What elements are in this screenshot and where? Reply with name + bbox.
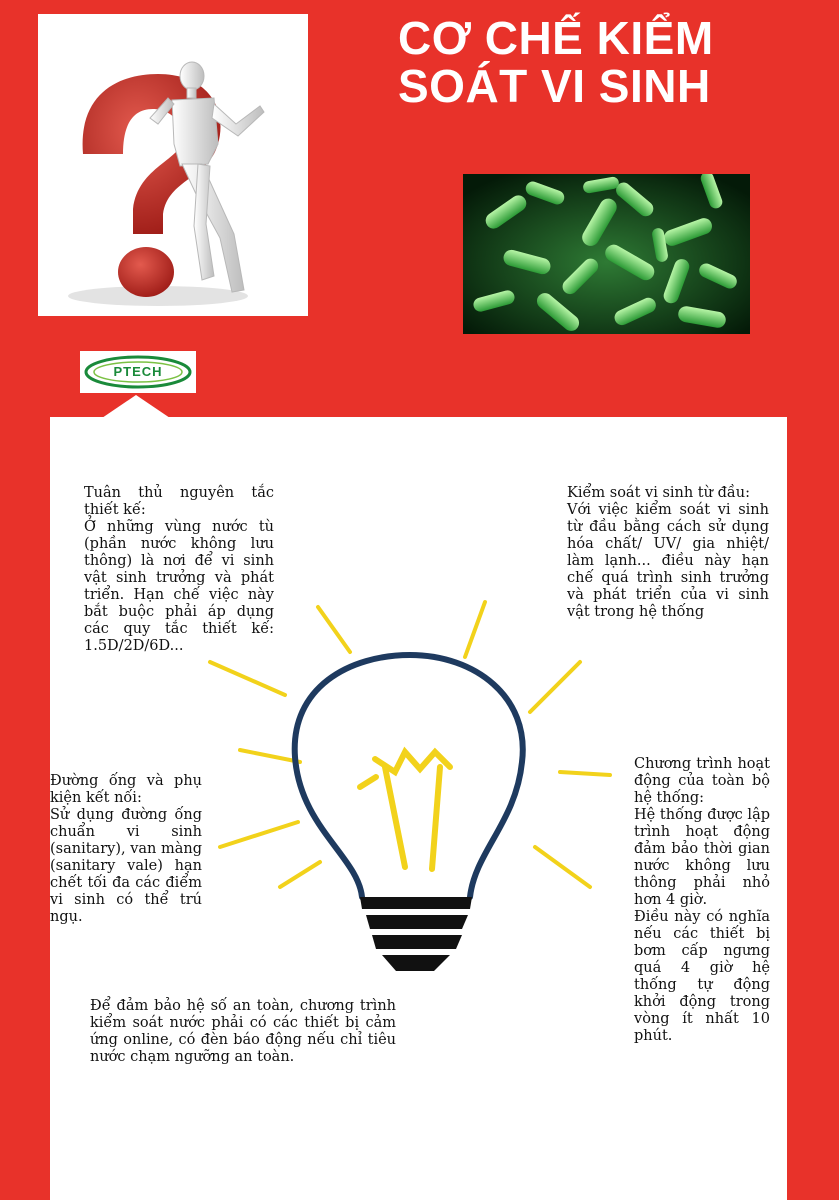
- source-control-text: [567, 485, 769, 621]
- source-control-heading: Kiểm soát vi sinh từ đầu:: [567, 485, 750, 501]
- piping-heading: Đường ống và phụ kiện kết nối:: [50, 773, 202, 806]
- piping-text: [50, 773, 202, 926]
- safety-text: [90, 998, 396, 1066]
- panel-notch: [102, 395, 170, 418]
- question-mark-icon: [38, 14, 308, 316]
- safety-body: Để đảm bảo hệ số an toàn, chương trình kiểm soát nước phải có các thiết bị cảm ứng online, có đèn báo động nếu chỉ tiêu nước chạm ngưỡng an toàn.: [90, 998, 396, 1065]
- bacteria-icon: [463, 174, 750, 334]
- design-principles-body: Ở những vùng nước tù (phần nước không lưu thông) là nơi để vi sinh vật sinh trưởng và phát triển. Hạn chế việc này bắt buộc phải áp dụng các quy tắc thiết kế: 1.5D/2D/6D...: [84, 519, 274, 654]
- bacteria-image: [463, 174, 750, 334]
- operation-program-note: Điều này có nghĩa nếu các thiết bị bơm cấp ngưng quá 4 giờ hệ thống tự động khởi động trong vòng ít nhất 10 phút.: [634, 909, 770, 1044]
- operation-program-text: [634, 756, 770, 1045]
- page-title: [398, 14, 818, 110]
- source-control-body: Với việc kiểm soát vi sinh từ đầu bằng cách sử dụng hóa chất/ UV/ gia nhiệt/ làm lạnh... điều này hạn chế quá trình sinh trưởng và phát triển của vi sinh vật trong hệ thống: [567, 502, 769, 620]
- design-principles-heading: Tuân thủ nguyên tắc thiết kế:: [84, 485, 274, 518]
- content-panel: [50, 417, 787, 1200]
- title-line-2: SOÁT VI SINH: [398, 60, 711, 112]
- ptech-logo: [80, 351, 196, 393]
- piping-body: Sử dụng đường ống chuẩn vi sinh (sanitary), van màng (sanitary vale) hạn chết tối đa các điểm vi sinh có thể trú ngụ.: [50, 807, 202, 925]
- operation-program-body: Hệ thống được lập trình hoạt động đảm bảo thời gian nước không lưu thông phải nhỏ hơn 4 giờ.: [634, 807, 770, 908]
- question-mark-illustration: [38, 14, 308, 316]
- title-line-1: CƠ CHẾ KIỂM: [398, 12, 714, 64]
- operation-program-heading: Chương trình hoạt động của toàn bộ hệ thống:: [634, 756, 770, 806]
- logo-text: PTECH: [113, 364, 163, 379]
- design-principles-text: [84, 485, 274, 655]
